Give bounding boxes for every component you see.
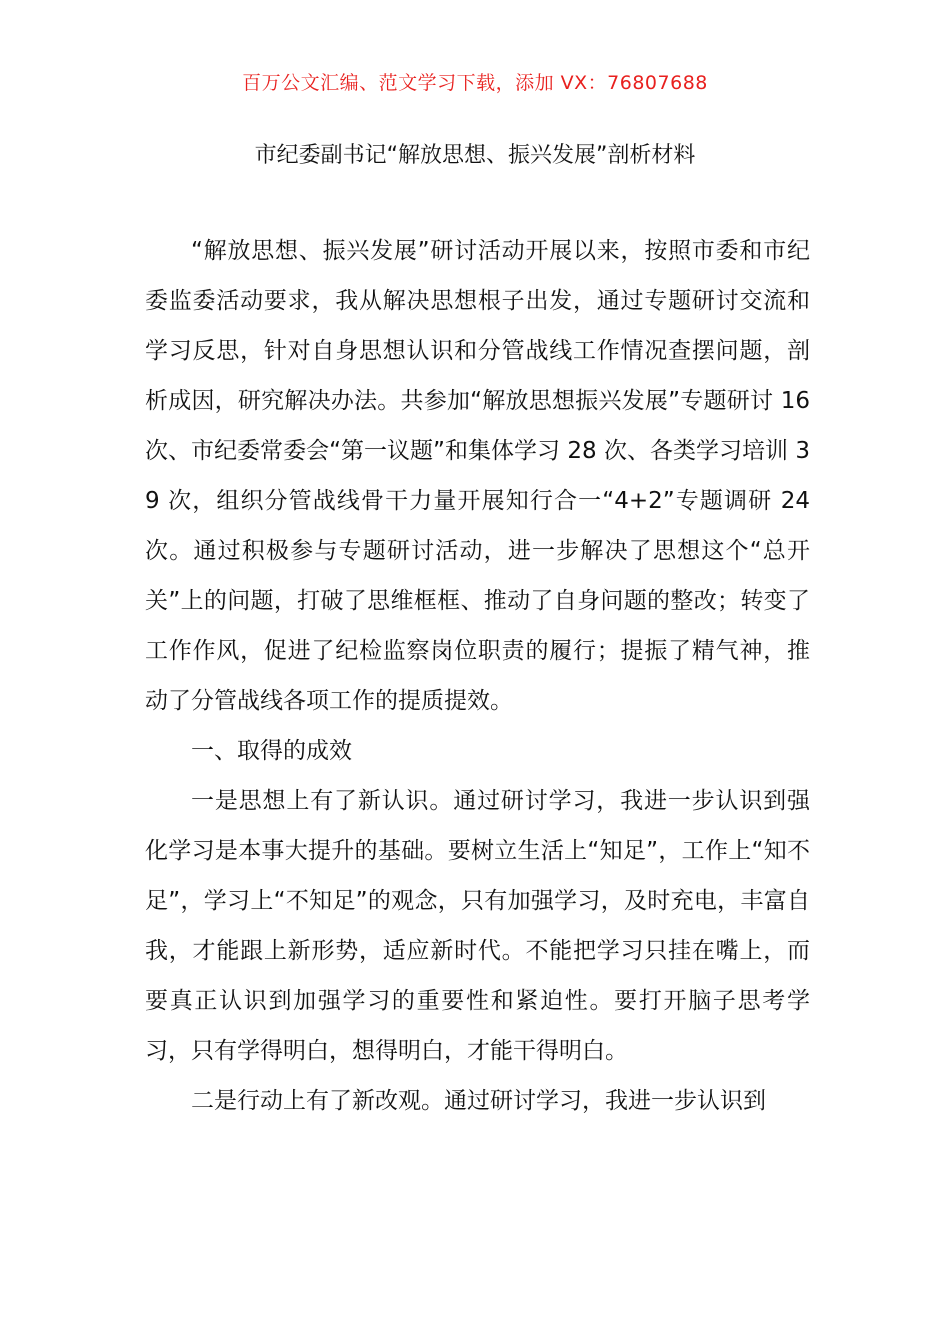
intro-paragraph: “解放思想、振兴发展”研讨活动开展以来，按照市委和市纪委监委活动要求，我从解决思想根子出发，通过专题研讨交流和学习反思，针对自身思想认识和分管战线工作情况查摆问题，剖析成因，研究解决办法。共参加“解放思想振兴发展”专题研讨 16 次、市纪委常委会“第一议题”和集体学习 28 次、各类学习培训 39 次，组织分管战线骨干力量开展知行合一“4+2”专题调研 24 次。通过积极参与专题研讨活动，进一步解决了思想这个“总开关”上的问题，打破了思维框框、推动了自身问题的整改；转变了工作作风，促进了纪检监察岗位职责的履行；提振了精气神，推动了分管战线各项工作的提质提效。 (145, 238, 810, 714)
section-heading: 一、取得的成效 (191, 738, 352, 764)
body-paragraph: 二是行动上有了新改观。通过研讨学习，我进一步认识到 (191, 1088, 766, 1114)
document-title: 市纪委副书记“解放思想、振兴发展”剖析材料 (254, 143, 696, 168)
header-watermark-note: 百万公文汇编、范文学习下载，添加 VX：76807688 (242, 72, 708, 94)
body-paragraph: 一是思想上有了新认识。通过研讨学习，我进一步认识到强化学习是本事大提升的基础。要树立生活上“知足”，工作上“知不足”，学习上“不知足”的观念，只有加强学习，及时充电，丰富自我，才能跟上新形势，适应新时代。不能把学习只挂在嘴上，而要真正认识到加强学习的重要性和紧迫性。要打开脑子思考学习，只有学得明白，想得明白，才能干得明白。 (145, 788, 810, 1064)
document-body (145, 226, 810, 1126)
